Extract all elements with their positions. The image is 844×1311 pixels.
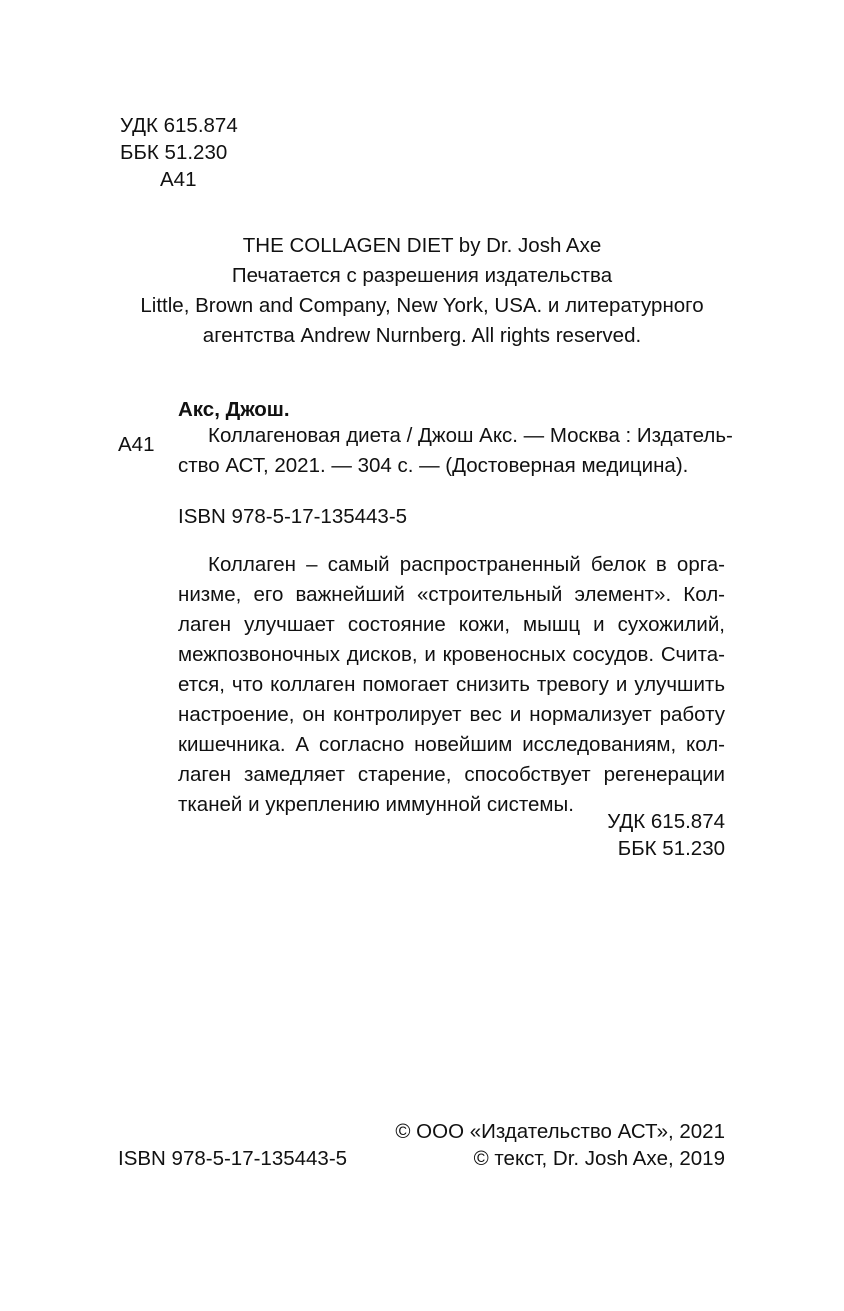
annotation xyxy=(178,550,725,820)
annotation-line: лаген улучшает состояние кожи, мышц и сухожилий, xyxy=(178,613,725,636)
text-copyright: © текст, Dr. Josh Axe, 2019 xyxy=(473,1147,725,1170)
annotation-line: тканей и укреплению иммунной системы. xyxy=(178,793,574,816)
annotation-line: ется, что коллаген помогает снизить тревогу и улучшить xyxy=(178,673,725,696)
isbn-footer: ISBN 978-5-17-135443-5 xyxy=(118,1147,348,1170)
rights-notice xyxy=(0,231,844,351)
rights-line: агентства Andrew Nurnberg. All rights reserved. xyxy=(202,324,642,347)
publisher-copyright: © ООО «Издательство АСТ», 2021 xyxy=(395,1120,725,1143)
udk-code: УДК 615.874 xyxy=(120,114,238,137)
bbk-code-bottom: ББК 51.230 xyxy=(617,837,725,860)
catalog-author-mark: А41 xyxy=(118,433,155,456)
udk-code-bottom: УДК 615.874 xyxy=(607,810,725,833)
rights-line: Little, Brown and Company, New York, USA. и литературного xyxy=(140,294,704,317)
annotation-line: низме, его важнейший «строительный элемент». Кол- xyxy=(178,583,725,606)
annotation-line: Коллаген – самый распространенный белок в орга- xyxy=(208,553,725,576)
annotation-line: лаген замедляет старение, способствует регенерации xyxy=(178,763,725,786)
catalog-author: Акс, Джош. xyxy=(178,398,290,421)
annotation-line: кишечника. А согласно новейшим исследованиям, кол- xyxy=(178,733,725,756)
catalog-isbn: ISBN 978-5-17-135443-5 xyxy=(178,505,408,528)
bibliographic-line: Коллагеновая диета / Джош Акс. — Москва : Издатель- xyxy=(208,424,733,447)
author-mark: А41 xyxy=(160,168,197,191)
annotation-line: настроение, он контролирует вес и нормализует работу xyxy=(178,703,725,726)
rights-line: THE COLLAGEN DIET by Dr. Josh Axe xyxy=(242,234,602,257)
bbk-code: ББК 51.230 xyxy=(120,141,228,164)
bibliographic-description xyxy=(178,421,733,481)
annotation-line: межпозвоночных дисков, и кровеносных сосудов. Счита- xyxy=(178,643,725,666)
rights-line: Печатается с разрешения издательства xyxy=(231,264,613,287)
bibliographic-line: ство АСТ, 2021. — 304 с. — (Достоверная медицина). xyxy=(178,454,689,477)
